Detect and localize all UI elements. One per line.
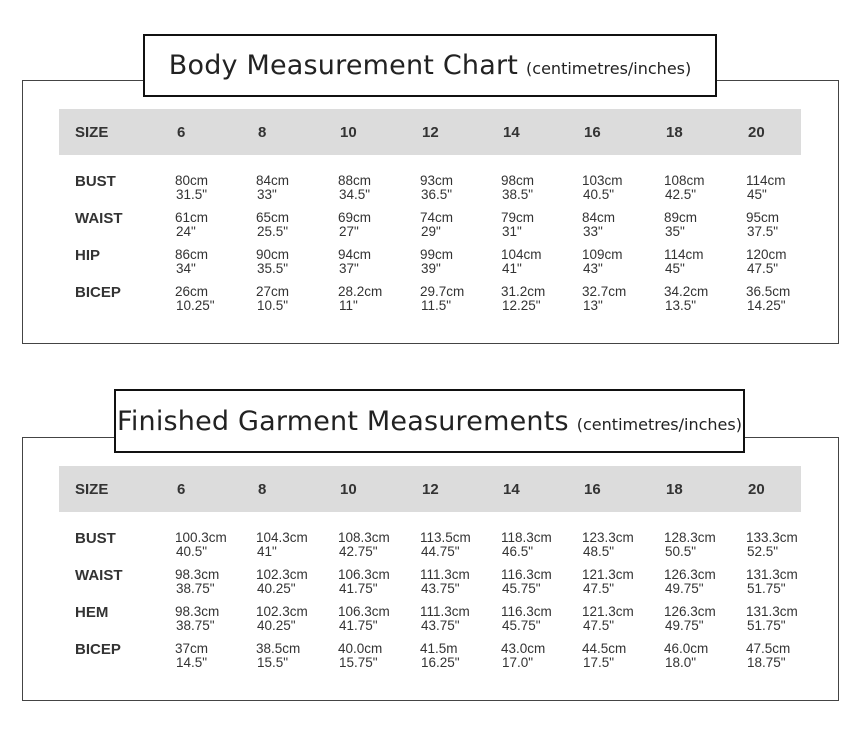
- measurement-cell: [256, 211, 289, 239]
- inch-value: 50.5": [665, 544, 697, 559]
- inch-value: 41": [502, 261, 522, 276]
- size-header-label: SIZE: [75, 124, 109, 141]
- size-header-cell: 6: [177, 481, 186, 498]
- cm-value: 38.5cm: [256, 641, 301, 656]
- cm-value: 121.3cm: [582, 604, 634, 619]
- cm-value: 108.3cm: [338, 530, 390, 545]
- size-header-cell: 10: [340, 124, 357, 141]
- cm-value: 100.3cm: [175, 530, 227, 545]
- measurement-cell: [420, 174, 453, 202]
- inch-value: 40.5": [176, 544, 208, 559]
- inch-value: 47.5": [583, 581, 615, 596]
- inch-value: 31.5": [176, 187, 208, 202]
- cm-value: 98.3cm: [175, 604, 220, 619]
- measurement-cell: [256, 174, 289, 202]
- inch-value: 14.25": [747, 298, 786, 313]
- cm-value: 84cm: [582, 210, 616, 225]
- cm-value: 31.2cm: [501, 284, 546, 299]
- inch-value: 13": [583, 298, 603, 313]
- cm-value: 113.5cm: [420, 530, 471, 545]
- measurement-cell: [664, 605, 716, 633]
- inch-value: 39": [421, 261, 441, 276]
- measurement-cell: [420, 285, 464, 313]
- inch-value: 15.75": [339, 655, 378, 670]
- inch-value: 47.5": [583, 618, 615, 633]
- measurement-cell: [338, 568, 390, 596]
- cm-value: 90cm: [256, 247, 290, 262]
- inch-value: 45.75": [502, 618, 541, 633]
- measurement-cell: [746, 211, 779, 239]
- cm-value: 123.3cm: [582, 530, 634, 545]
- inch-value: 27": [339, 224, 359, 239]
- cm-value: 36.5cm: [746, 284, 791, 299]
- size-header-cell: 14: [503, 481, 520, 498]
- cm-value: 104.3cm: [256, 530, 308, 545]
- inch-value: 47.5": [747, 261, 779, 276]
- cm-value: 111.3cm: [420, 604, 470, 619]
- cm-value: 84cm: [256, 173, 290, 188]
- measurement-cell: [746, 642, 790, 670]
- measurement-cell: [256, 642, 300, 670]
- measurement-cell: [338, 248, 371, 276]
- inch-value: 41.75": [339, 581, 378, 596]
- size-header-row: [59, 109, 801, 155]
- inch-value: 40.5": [583, 187, 615, 202]
- measurement-cell: [664, 642, 708, 670]
- inch-value: 25.5": [257, 224, 289, 239]
- size-header-cell: 12: [422, 124, 439, 141]
- inch-value: 38.5": [502, 187, 534, 202]
- inch-value: 18.0": [665, 655, 697, 670]
- body-chart-units: (centimetres/inches): [526, 59, 692, 78]
- measurement-cell: [338, 285, 382, 313]
- measurement-cell: [420, 605, 470, 633]
- size-header-cell: 10: [340, 481, 357, 498]
- size-header-cell: 8: [258, 481, 267, 498]
- cm-value: 32.7cm: [582, 284, 627, 299]
- cm-value: 111.3cm: [420, 567, 470, 582]
- inch-value: 24": [176, 224, 196, 239]
- cm-value: 47.5cm: [746, 641, 791, 656]
- cm-value: 41.5m: [420, 641, 458, 656]
- measurement-cell: [256, 568, 308, 596]
- measurement-cell: [501, 531, 552, 559]
- inch-value: 49.75": [665, 618, 704, 633]
- size-header-cell: 18: [666, 481, 683, 498]
- measurement-cell: [582, 174, 623, 202]
- cm-value: 98cm: [501, 173, 535, 188]
- inch-value: 33": [583, 224, 603, 239]
- measurement-cell: [501, 174, 534, 202]
- measurement-cell: [582, 531, 634, 559]
- inch-value: 17.0": [502, 655, 534, 670]
- measurement-cell: [175, 211, 208, 239]
- measurement-cell: [582, 605, 634, 633]
- cm-value: 94cm: [338, 247, 372, 262]
- inch-value: 31": [502, 224, 522, 239]
- measurement-cell: [746, 174, 786, 202]
- body-chart-title-box: [143, 34, 717, 97]
- garment-measurement-panel: [22, 437, 839, 701]
- cm-value: 133.3cm: [746, 530, 798, 545]
- cm-value: 34.2cm: [664, 284, 709, 299]
- cm-value: 126.3cm: [664, 567, 716, 582]
- cm-value: 93cm: [420, 173, 454, 188]
- measurement-cell: [256, 285, 289, 313]
- cm-value: 43.0cm: [501, 641, 546, 656]
- measurement-cell: [256, 531, 308, 559]
- measurement-cell: [256, 605, 308, 633]
- inch-value: 29": [421, 224, 441, 239]
- size-header-cell: 20: [748, 124, 765, 141]
- cm-value: 120cm: [746, 247, 787, 262]
- cm-value: 86cm: [175, 247, 209, 262]
- cm-value: 128.3cm: [664, 530, 716, 545]
- measurement-cell: [582, 285, 626, 313]
- measurement-row-label: HEM: [75, 604, 109, 621]
- cm-value: 116.3cm: [501, 604, 552, 619]
- body-measurement-panel: [22, 80, 839, 344]
- measurement-cell: [338, 642, 382, 670]
- inch-value: 35": [665, 224, 685, 239]
- size-header-cell: 16: [584, 124, 601, 141]
- inch-value: 40.25": [257, 618, 296, 633]
- cm-value: 44.5cm: [582, 641, 627, 656]
- cm-value: 108cm: [664, 173, 705, 188]
- size-header-cell: 12: [422, 481, 439, 498]
- inch-value: 10.5": [257, 298, 289, 313]
- cm-value: 46.0cm: [664, 641, 709, 656]
- measurement-cell: [664, 531, 716, 559]
- cm-value: 79cm: [501, 210, 535, 225]
- measurement-cell: [501, 285, 545, 313]
- measurement-cell: [501, 568, 552, 596]
- measurement-row-label: BICEP: [75, 284, 121, 301]
- garment-chart-title-box: [114, 389, 745, 453]
- measurement-cell: [420, 211, 453, 239]
- cm-value: 37cm: [175, 641, 209, 656]
- cm-value: 106.3cm: [338, 567, 390, 582]
- measurement-cell: [664, 211, 697, 239]
- inch-value: 45": [665, 261, 685, 276]
- garment-chart-title: Finished Garment Measurements: [117, 405, 569, 437]
- measurement-cell: [664, 174, 705, 202]
- measurement-cell: [501, 642, 545, 670]
- cm-value: 61cm: [175, 210, 209, 225]
- measurement-cell: [746, 568, 798, 596]
- cm-value: 106.3cm: [338, 604, 390, 619]
- measurement-cell: [420, 568, 470, 596]
- size-header-cell: 16: [584, 481, 601, 498]
- measurement-cell: [746, 248, 787, 276]
- size-header-cell: 18: [666, 124, 683, 141]
- cm-value: 118.3cm: [501, 530, 552, 545]
- cm-value: 80cm: [175, 173, 209, 188]
- measurement-row-label: WAIST: [75, 210, 123, 227]
- inch-value: 13.5": [665, 298, 697, 313]
- cm-value: 28.2cm: [338, 284, 383, 299]
- measurement-row-label: WAIST: [75, 567, 123, 584]
- cm-value: 104cm: [501, 247, 542, 262]
- garment-chart-units: (centimetres/inches): [576, 414, 742, 434]
- cm-value: 89cm: [664, 210, 698, 225]
- measurement-cell: [746, 605, 798, 633]
- measurement-cell: [501, 248, 542, 276]
- inch-value: 43.75": [421, 581, 460, 596]
- cm-value: 109cm: [582, 247, 623, 262]
- size-header-label: SIZE: [75, 481, 109, 498]
- inch-value: 12.25": [502, 298, 541, 313]
- body-chart-title: Body Measurement Chart: [168, 50, 519, 81]
- inch-value: 49.75": [665, 581, 704, 596]
- measurement-cell: [664, 568, 716, 596]
- cm-value: 103cm: [582, 173, 623, 188]
- measurement-cell: [175, 285, 215, 313]
- inch-value: 46.5": [502, 544, 534, 559]
- inch-value: 18.75": [747, 655, 786, 670]
- inch-value: 38.75": [176, 618, 215, 633]
- measurement-cell: [338, 605, 390, 633]
- inch-value: 34.5": [339, 187, 371, 202]
- cm-value: 40.0cm: [338, 641, 383, 656]
- measurement-cell: [582, 568, 634, 596]
- inch-value: 37": [339, 261, 359, 276]
- inch-value: 48.5": [583, 544, 615, 559]
- inch-value: 16.25": [421, 655, 460, 670]
- measurement-cell: [582, 248, 623, 276]
- size-header-row: [59, 466, 801, 512]
- cm-value: 95cm: [746, 210, 780, 225]
- inch-value: 43.75": [421, 618, 460, 633]
- inch-value: 41": [257, 544, 277, 559]
- inch-value: 45": [747, 187, 767, 202]
- measurement-cell: [175, 642, 208, 670]
- cm-value: 114cm: [664, 247, 704, 262]
- measurement-cell: [582, 642, 626, 670]
- cm-value: 121.3cm: [582, 567, 634, 582]
- measurement-cell: [175, 531, 227, 559]
- measurement-row-label: BICEP: [75, 641, 121, 658]
- inch-value: 33": [257, 187, 277, 202]
- inch-value: 14.5": [176, 655, 208, 670]
- cm-value: 74cm: [420, 210, 454, 225]
- measurement-cell: [256, 248, 289, 276]
- inch-value: 51.75": [747, 618, 786, 633]
- cm-value: 69cm: [338, 210, 372, 225]
- inch-value: 42.5": [665, 187, 697, 202]
- cm-value: 126.3cm: [664, 604, 716, 619]
- size-header-cell: 14: [503, 124, 520, 141]
- inch-value: 43": [583, 261, 603, 276]
- cm-value: 88cm: [338, 173, 372, 188]
- measurement-row-label: BUST: [75, 530, 116, 547]
- inch-value: 17.5": [583, 655, 615, 670]
- cm-value: 102.3cm: [256, 567, 308, 582]
- measurement-cell: [175, 248, 208, 276]
- inch-value: 41.75": [339, 618, 378, 633]
- cm-value: 65cm: [256, 210, 290, 225]
- measurement-row-label: BUST: [75, 173, 116, 190]
- inch-value: 51.75": [747, 581, 786, 596]
- measurement-cell: [175, 568, 219, 596]
- measurement-cell: [175, 605, 219, 633]
- size-header-cell: 6: [177, 124, 186, 141]
- measurement-cell: [664, 285, 708, 313]
- measurement-cell: [175, 174, 208, 202]
- cm-value: 116.3cm: [501, 567, 552, 582]
- measurement-cell: [338, 531, 390, 559]
- measurement-cell: [746, 285, 790, 313]
- inch-value: 11.5": [421, 298, 452, 313]
- inch-value: 45.75": [502, 581, 541, 596]
- measurement-cell: [501, 211, 534, 239]
- inch-value: 15.5": [257, 655, 289, 670]
- measurement-cell: [420, 642, 460, 670]
- measurement-cell: [420, 531, 471, 559]
- inch-value: 36.5": [421, 187, 453, 202]
- inch-value: 52.5": [747, 544, 779, 559]
- cm-value: 102.3cm: [256, 604, 308, 619]
- inch-value: 37.5": [747, 224, 779, 239]
- inch-value: 40.25": [257, 581, 296, 596]
- inch-value: 38.75": [176, 581, 215, 596]
- inch-value: 44.75": [421, 544, 460, 559]
- measurement-cell: [338, 211, 371, 239]
- measurement-row-label: HIP: [75, 247, 101, 264]
- measurement-cell: [420, 248, 453, 276]
- cm-value: 26cm: [175, 284, 209, 299]
- cm-value: 114cm: [746, 173, 786, 188]
- inch-value: 35.5": [257, 261, 289, 276]
- cm-value: 131.3cm: [746, 567, 798, 582]
- cm-value: 29.7cm: [420, 284, 465, 299]
- measurement-cell: [338, 174, 371, 202]
- inch-value: 42.75": [339, 544, 378, 559]
- inch-value: 11": [339, 298, 358, 313]
- measurement-cell: [746, 531, 798, 559]
- measurement-cell: [664, 248, 704, 276]
- cm-value: 27cm: [256, 284, 290, 299]
- cm-value: 131.3cm: [746, 604, 798, 619]
- inch-value: 10.25": [176, 298, 215, 313]
- inch-value: 34": [176, 261, 196, 276]
- cm-value: 98.3cm: [175, 567, 220, 582]
- size-header-cell: 8: [258, 124, 267, 141]
- size-header-cell: 20: [748, 481, 765, 498]
- cm-value: 99cm: [420, 247, 454, 262]
- measurement-cell: [582, 211, 615, 239]
- measurement-cell: [501, 605, 552, 633]
